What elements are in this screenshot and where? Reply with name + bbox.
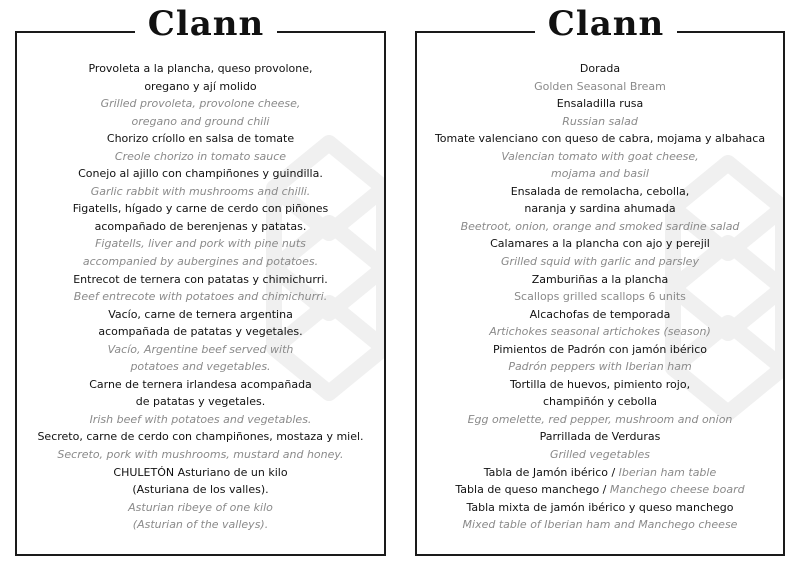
menu-item-english: Manchego cheese board bbox=[609, 483, 745, 497]
menu-item-spanish: Ensaladilla rusa bbox=[556, 97, 644, 111]
menu-item-spanish: Entrecot de ternera con patatas y chimichurri. bbox=[73, 272, 328, 286]
menu-item-english: Golden Seasonal Bream bbox=[534, 79, 666, 93]
menu-panel-right bbox=[415, 31, 785, 556]
menu-item-english: Garlic rabbit with mushrooms and chilli. bbox=[90, 184, 311, 198]
menu-item-spanish: CHULETÓN Asturiano de un kilo bbox=[113, 465, 288, 479]
menu-item-spanish: Secreto, carne de cerdo con champiñones, mostaza y miel. bbox=[37, 430, 364, 444]
menu-item-spanish: Conejo al ajillo con champiñones y guindilla. bbox=[78, 167, 323, 181]
menu-item-english: Beetroot, onion, orange and smoked sardine salad bbox=[460, 219, 740, 233]
menu-item-spanish: Parrillada de Verduras bbox=[539, 430, 661, 444]
menu-item-english: Creole chorizo in tomato sauce bbox=[114, 149, 287, 163]
brand-title-right: Clann bbox=[535, 2, 677, 46]
menu-item-english: Iberian ham table bbox=[618, 465, 717, 479]
menu-item-spanish: de patatas y vegetales. bbox=[135, 395, 266, 409]
menu-item-english: Valencian tomato with goat cheese, bbox=[501, 149, 699, 163]
menu-item-english: Grilled provoleta, provolone cheese, bbox=[100, 97, 301, 111]
menu-item-spanish: Dorada bbox=[579, 62, 621, 75]
menu-item-spanish: Tabla de queso manchego / bbox=[455, 483, 610, 497]
menu-item-english: Grilled squid with garlic and parsley bbox=[501, 255, 699, 269]
menu-item-english: (Asturian of the valleys). bbox=[132, 518, 269, 532]
menu-list-left bbox=[17, 60, 384, 534]
menu-item-english: Secreto, pork with mushrooms, mustard and honey. bbox=[57, 448, 344, 462]
menu-item-english: Russian salad bbox=[562, 114, 638, 128]
menu-item-spanish: Ensalada de remolacha, cebolla, bbox=[510, 184, 690, 198]
menu-item-spanish: Pimientos de Padrón con jamón ibérico bbox=[493, 342, 707, 356]
menu-item-english: mojama and basil bbox=[551, 167, 649, 181]
menu-item-english: potatoes and vegetables. bbox=[130, 360, 271, 374]
menu-item-english: Padrón peppers with Iberian ham bbox=[508, 360, 692, 374]
menu-item-english: Irish beef with potatoes and vegetables. bbox=[89, 412, 312, 426]
menu-item-spanish: Figatells, hígado y carne de cerdo con piñones bbox=[72, 202, 329, 216]
menu-item-english: Scallops grilled scallops 6 units bbox=[514, 290, 686, 304]
menu-item-english: accompanied by aubergines and potatoes. bbox=[82, 255, 319, 269]
menu-item-spanish: Tabla mixta de jamón ibérico y queso manchego bbox=[466, 500, 734, 514]
menu-item-english: Figatells, liver and pork with pine nuts bbox=[95, 237, 306, 251]
menu-panel-left bbox=[15, 31, 386, 556]
menu-item-mixed bbox=[417, 464, 783, 482]
menu-item-english: Artichokes seasonal artichokes (season) bbox=[489, 325, 711, 339]
menu-item-spanish: acompañada de patatas y vegetales. bbox=[98, 325, 303, 339]
menu-item-english: Grilled vegetables bbox=[549, 448, 651, 462]
menu-item-spanish: Tomate valenciano con queso de cabra, mojama y albahaca bbox=[434, 132, 766, 146]
menu-item-spanish: Tortilla de huevos, pimiento rojo, bbox=[509, 377, 691, 391]
menu-item-spanish: Carne de ternera irlandesa acompañada bbox=[89, 377, 312, 391]
menu-item-mixed bbox=[417, 481, 783, 499]
menu-item-spanish: Zamburiñas a la plancha bbox=[531, 272, 669, 286]
brand-title-left: Clann bbox=[135, 2, 277, 46]
menu-item-spanish: oregano y ají molido bbox=[144, 79, 257, 93]
menu-item-spanish: Calamares a la plancha con ajo y perejil bbox=[490, 237, 710, 251]
menu-item-english: Asturian ribeye of one kilo bbox=[128, 500, 273, 514]
menu-item-spanish: Provoleta a la plancha, queso provolone, bbox=[88, 62, 313, 75]
menu-list-right bbox=[417, 60, 783, 534]
menu-item-spanish: (Asturiana de los valles). bbox=[132, 483, 269, 497]
menu-item-spanish: Alcachofas de temporada bbox=[529, 307, 671, 321]
menu-item-spanish: champiñón y cebolla bbox=[542, 395, 658, 409]
menu-item-spanish: Vacío, carne de ternera argentina bbox=[108, 307, 293, 321]
menu-item-english: Egg omelette, red pepper, mushroom and onion bbox=[467, 412, 733, 426]
menu-item-spanish: naranja y sardina ahumada bbox=[524, 202, 676, 216]
menu-item-english: Beef entrecote with potatoes and chimichurri. bbox=[73, 290, 328, 304]
menu-item-spanish: Chorizo críollo en salsa de tomate bbox=[106, 132, 295, 146]
menu-item-spanish: acompañado de berenjenas y patatas. bbox=[94, 219, 307, 233]
menu-item-english: oregano and ground chili bbox=[131, 114, 270, 128]
menu-item-english: Vacío, Argentine beef served with bbox=[107, 342, 294, 356]
menu-item-spanish: Tabla de Jamón ibérico / bbox=[483, 465, 619, 479]
menu-item-english: Mixed table of Iberian ham and Manchego cheese bbox=[462, 518, 738, 532]
